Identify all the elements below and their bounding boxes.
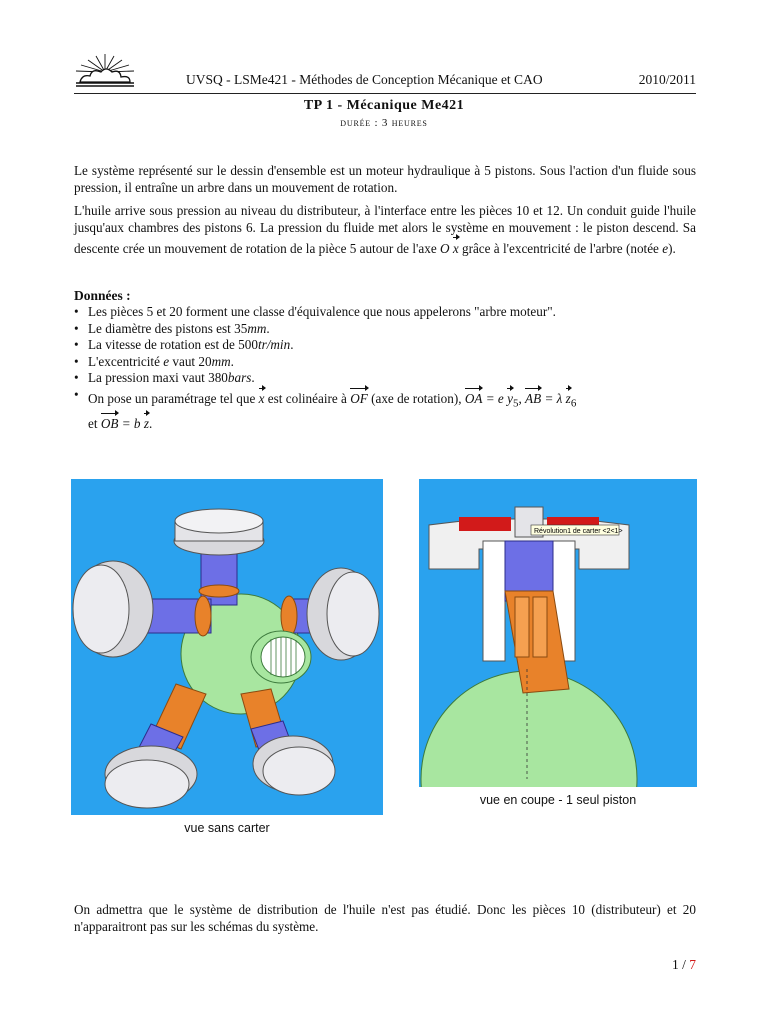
list-item-text: (axe de rotation), <box>367 390 465 406</box>
unit: bars <box>227 370 252 385</box>
page-number <box>672 957 696 973</box>
motor-3d-render <box>71 479 383 815</box>
axis-origin: O <box>439 241 450 256</box>
vector-ob: OB <box>101 412 119 433</box>
list-item-text: et <box>88 415 101 431</box>
equation-text: = λ <box>541 390 566 406</box>
subscript: 5 <box>512 397 519 410</box>
section-3d-render <box>419 479 697 787</box>
total-pages-link[interactable]: 7 <box>689 957 696 972</box>
header-rule <box>74 93 696 94</box>
vector-oa: OA <box>465 387 483 408</box>
list-item-text: . <box>148 415 153 431</box>
subscript: 6 <box>570 397 577 410</box>
intro-paragraph: Le système représenté sur le dessin d'ensemble est un moteur hydraulique à 5 pistons. Sous l'action d'un fluide sous pression, il entraîne un arbre dans un mouvement de rotation. <box>74 163 696 195</box>
current-page: 1 <box>671 957 679 972</box>
vector-ab: AB <box>525 387 541 408</box>
list-item <box>74 304 714 321</box>
figure-motor-without-casing <box>71 479 383 815</box>
page-separator: / <box>678 957 690 972</box>
vector-y: y <box>507 387 513 408</box>
figure-caption-left: vue sans carter <box>184 821 270 835</box>
vector-of: OF <box>350 387 368 408</box>
list-item <box>74 337 714 354</box>
list-item-text: . <box>266 320 270 336</box>
figure-section-view <box>419 479 697 787</box>
tooltip-text: Révolution1 de carter <2<1> <box>534 528 623 535</box>
vector-z: z <box>566 387 571 408</box>
list-item <box>74 321 714 338</box>
list-item-text: est colinéaire à <box>264 390 351 406</box>
paragraph-text: L'huile arrive sous pression au niveau du distributeur, à l'interface entre les pièces 10 et 12. Un conduit guide l'huile jusqu'aux chambres des pistons 6. La pression du fluide met alors le système en mouvement : le piston descend. Sa descente crée un mouvement de rotation de la pièce 5 autour de l'axe <box>74 203 696 256</box>
unit: mm <box>247 320 267 336</box>
figure-caption-right: vue en coupe - 1 seul piston <box>479 793 637 807</box>
vector-z: z <box>144 412 149 433</box>
document-title: TP 1 - Mécanique Me421 <box>303 98 465 113</box>
document-duration: durée : 3 heures <box>340 117 428 129</box>
data-section-title: Données : <box>74 288 131 303</box>
data-list <box>74 304 714 432</box>
list-item-text: Le diamètre des pistons est 35 <box>88 320 248 336</box>
vector-x: x <box>259 387 265 408</box>
unit: mm <box>211 353 231 369</box>
university-logo <box>74 52 136 88</box>
list-item <box>74 387 714 433</box>
axis-vector-x: x <box>453 236 459 257</box>
academic-year: 2010/2011 <box>638 72 696 87</box>
list-item-text: L'excentricité <box>88 353 164 369</box>
unit: tr/min <box>257 337 291 352</box>
paragraph-text: grâce à l'excentricité de l'arbre (notée <box>458 241 663 256</box>
list-item-text: La vitesse de rotation est de 500 <box>88 337 258 352</box>
closing-paragraph: On admettra que le système de distribution de l'huile n'est pas étudié. Donc les pièces 10 (distributeur) et 20 n'apparaitront pas sur les schémas du système. <box>74 902 696 934</box>
paragraph-text: ). <box>668 241 676 256</box>
equation-text: = b <box>118 415 144 431</box>
description-paragraph <box>74 202 696 257</box>
list-item-text: On pose un paramétrage tel que <box>88 390 259 406</box>
eccentricity-symbol: e <box>662 241 669 256</box>
list-item-text: . <box>251 370 255 385</box>
list-item-text: La pression maxi vaut 380 <box>88 370 228 385</box>
variable: e <box>163 353 170 369</box>
list-item-text: vaut 20 <box>169 353 212 369</box>
list-item <box>74 370 714 387</box>
list-item-text: . <box>230 353 234 369</box>
list-item-text: Les pièces 5 et 20 forment une classe d'équivalence que nous appelerons "arbre moteur". <box>88 304 556 319</box>
list-item-text: , <box>518 390 526 406</box>
list-item <box>74 354 714 371</box>
course-title: UVSQ - LSMe421 - Méthodes de Conception Mécanique et CAO <box>186 72 543 87</box>
list-item-text: . <box>290 337 294 352</box>
page-header <box>74 52 696 92</box>
equation-text: = e <box>482 390 508 406</box>
